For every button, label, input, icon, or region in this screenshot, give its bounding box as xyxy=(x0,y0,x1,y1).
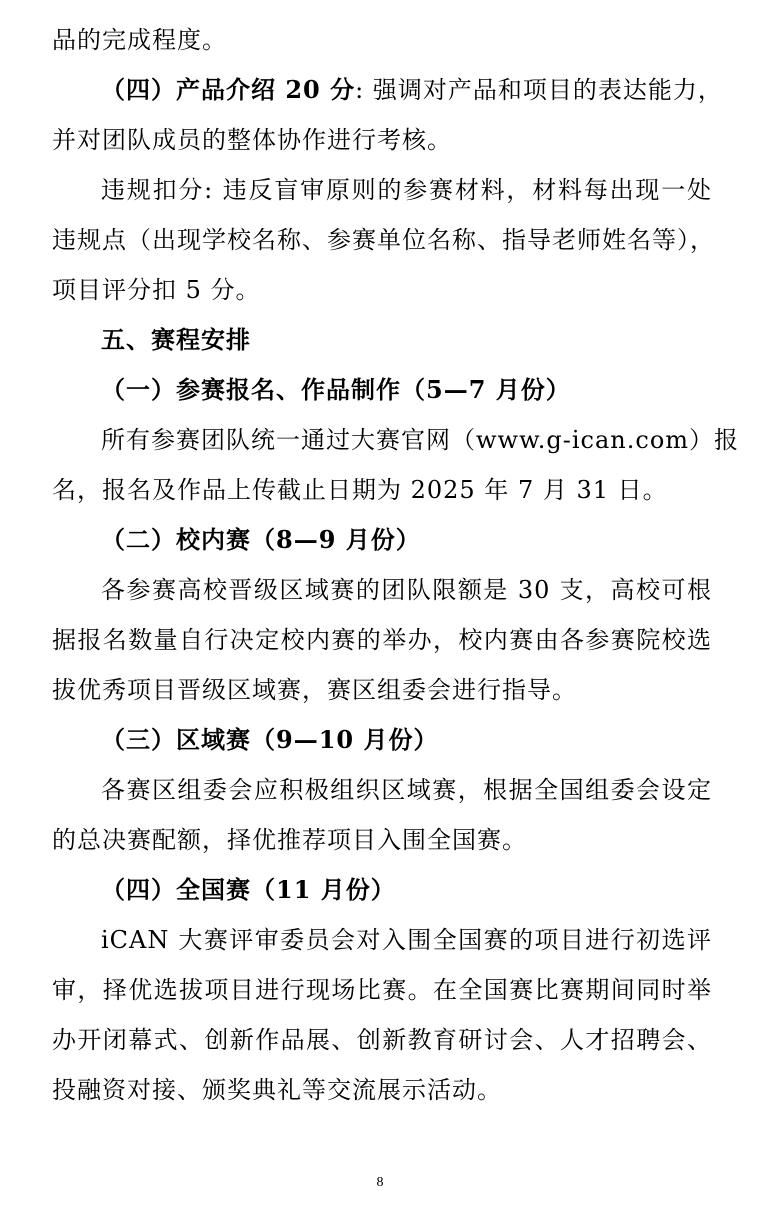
paragraph-line xyxy=(101,924,712,956)
line-text: 审，择优选拔项目进行现场比赛。在全国赛比赛期间同时举 xyxy=(52,976,712,1004)
line-text: 据报名数量自行决定校内赛的举办，校内赛由各参赛院校选 xyxy=(52,626,712,654)
paragraph-line xyxy=(52,124,712,156)
heading-text: （三）区域赛（9—10 月份） xyxy=(101,725,439,754)
subsection-heading xyxy=(101,524,712,556)
paragraph-line xyxy=(52,474,712,506)
paragraph-line xyxy=(101,574,712,606)
paragraph-line xyxy=(101,174,712,206)
heading-text: 五、赛程安排 xyxy=(101,325,251,354)
page-number: 8 xyxy=(376,1175,384,1190)
paragraph-line xyxy=(52,24,712,56)
paragraph-line xyxy=(52,674,712,706)
line-text: 并对团队成员的整体协作进行考核。 xyxy=(52,126,452,154)
paragraph-line xyxy=(52,824,712,856)
line-text: 的总决赛配额，择优推荐项目入围全国赛。 xyxy=(52,826,527,854)
line-text: iCAN 大赛评审委员会对入围全国赛的项目进行初选评 xyxy=(101,926,712,954)
subsection-heading xyxy=(101,374,712,406)
line-bold-heading: （四）产品介绍 20 分 xyxy=(101,75,356,104)
section-heading xyxy=(101,324,712,356)
line-text: 各参赛高校晋级区域赛的团队限额是 30 支，高校可根 xyxy=(101,576,712,604)
paragraph-line xyxy=(52,1074,712,1106)
heading-text: （一）参赛报名、作品制作（5—7 月份） xyxy=(101,375,571,404)
line-text: 办开闭幕式、创新作品展、创新教育研讨会、人才招聘会、 xyxy=(52,1026,712,1054)
line-text: 所有参赛团队统一通过大赛官网（www.g-ican.com）报 xyxy=(101,426,740,454)
line-text: 项目评分扣 5 分。 xyxy=(52,276,261,304)
subsection-heading xyxy=(101,724,712,756)
paragraph-line xyxy=(101,774,712,806)
paragraph-line xyxy=(101,74,723,106)
paragraph-line xyxy=(52,274,712,306)
paragraph-line xyxy=(52,224,715,256)
paragraph-line xyxy=(101,424,740,456)
paragraph-line xyxy=(52,974,712,1006)
paragraph-line xyxy=(52,624,712,656)
line-text: 名，报名及作品上传截止日期为 2025 年 7 月 31 日。 xyxy=(52,476,668,504)
heading-text: （二）校内赛（8—9 月份） xyxy=(101,525,421,554)
paragraph-line xyxy=(52,1024,712,1056)
line-text: 拔优秀项目晋级区域赛，赛区组委会进行指导。 xyxy=(52,676,577,704)
line-text: : 强调对产品和项目的表达能力， xyxy=(355,76,723,104)
line-text: 投融资对接、颁奖典礼等交流展示活动。 xyxy=(52,1076,502,1104)
line-text: 品的完成程度。 xyxy=(52,26,227,54)
heading-text: （四）全国赛（11 月份） xyxy=(101,875,396,904)
line-text: 违规点（出现学校名称、参赛单位名称、指导老师姓名等）， xyxy=(52,226,715,254)
subsection-heading xyxy=(101,874,712,906)
line-text: 违规扣分: 违反盲审原则的参赛材料，材料每出现一处 xyxy=(101,176,712,204)
line-text: 各赛区组委会应积极组织区域赛，根据全国组委会设定 xyxy=(101,776,712,804)
